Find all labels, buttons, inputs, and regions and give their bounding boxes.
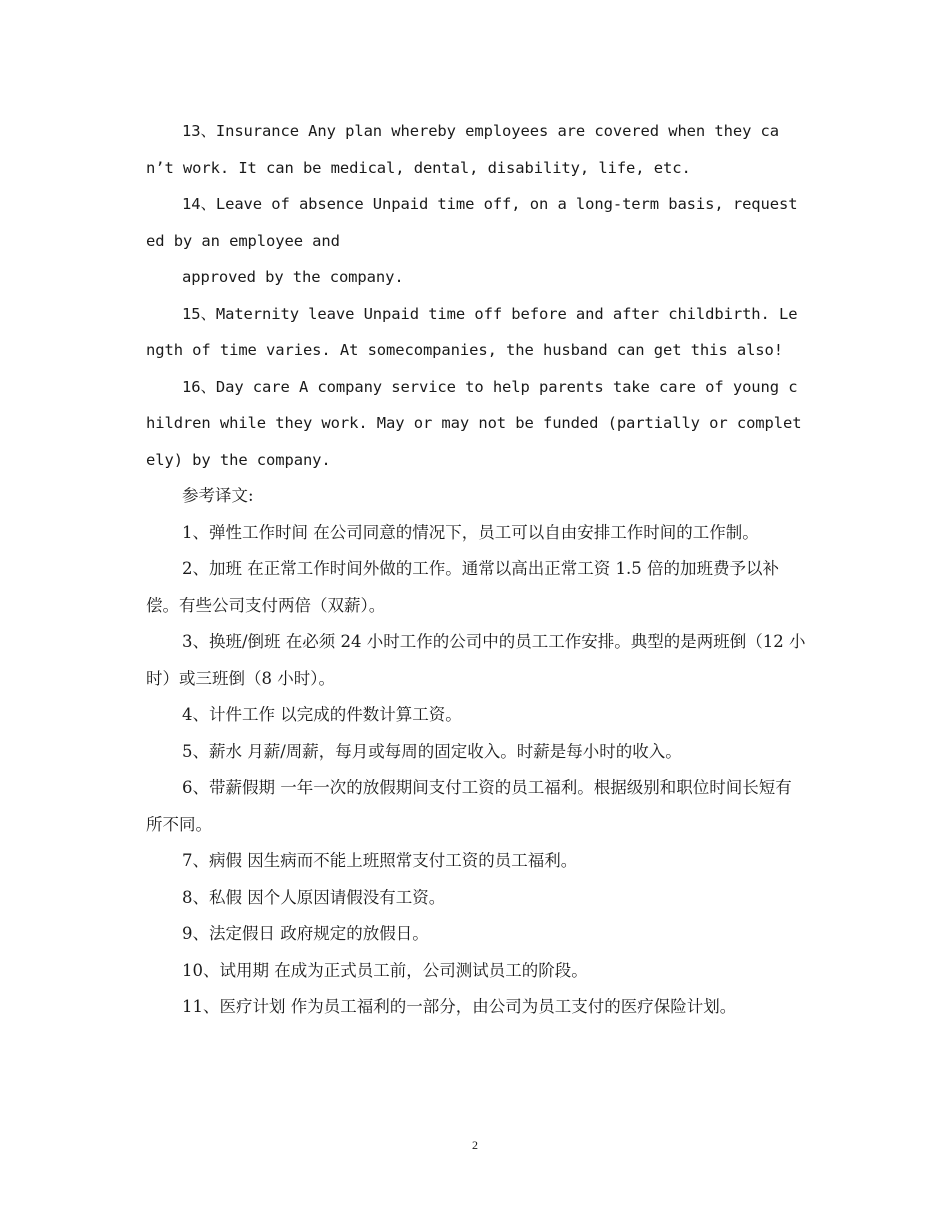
translation-item-3: 3、换班/倒班 在必须 24 小时工作的公司中的员工工作安排。典型的是两班倒（12 小时）或三班倒（8 小时）。 [146, 632, 806, 688]
translation-item-2: 2、加班 在正常工作时间外做的工作。通常以高出正常工资 1.5 倍的加班费予以补偿。有些公司支付两倍（双薪）。 [146, 559, 779, 615]
translation-item-6: 6、带薪假期 一年一次的放假期间支付工资的员工福利。根据级别和职位时间长短有所不同。 [146, 778, 792, 834]
translation-item-10: 10、试用期 在成为正式员工前，公司测试员工的阶段。 [182, 960, 588, 980]
translation-item-8: 8、私假 因个人原因请假没有工资。 [182, 887, 446, 907]
translation-item-5: 5、薪水 月薪/周薪，每月或每周的固定收入。时薪是每小时的收入。 [182, 741, 682, 761]
translation-heading: 参考译文: [182, 486, 254, 505]
paragraph-14-leave-of-absence: 14、Leave of absence Unpaid time off, on a long-term basis, requested by an employee and [146, 195, 798, 250]
paragraph-13-insurance: 13、Insurance Any plan whereby employees are covered when they can’t work. It can be medical, dental, disability, life, etc. [146, 122, 780, 177]
paragraph-14-continuation: approved by the company. [182, 268, 404, 286]
translation-item-7: 7、病假 因生病而不能上班照常支付工资的员工福利。 [182, 851, 578, 870]
translation-item-9: 9、法定假日 政府规定的放假日。 [182, 924, 429, 943]
paragraph-16-day-care: 16、Day care A company service to help parents take care of young children while they work. May or may not be funded (partially or completely) by the company. [146, 377, 802, 469]
paragraph-15-maternity-leave: 15、Maternity leave Unpaid time off before and after childbirth. Length of time varies. At somecompanies, the husband can get this also! [146, 304, 798, 359]
translation-item-1: 1、弹性工作时间 在公司同意的情况下，员工可以自由安排工作时间的工作制。 [182, 522, 759, 542]
translation-item-4: 4、计件工作 以完成的件数计算工资。 [182, 705, 462, 724]
page-content [146, 113, 806, 1026]
page-number: 2 [472, 1138, 478, 1152]
translation-item-11: 11、医疗计划 作为员工福利的一部分，由公司为员工支付的医疗保险计划。 [182, 997, 737, 1016]
